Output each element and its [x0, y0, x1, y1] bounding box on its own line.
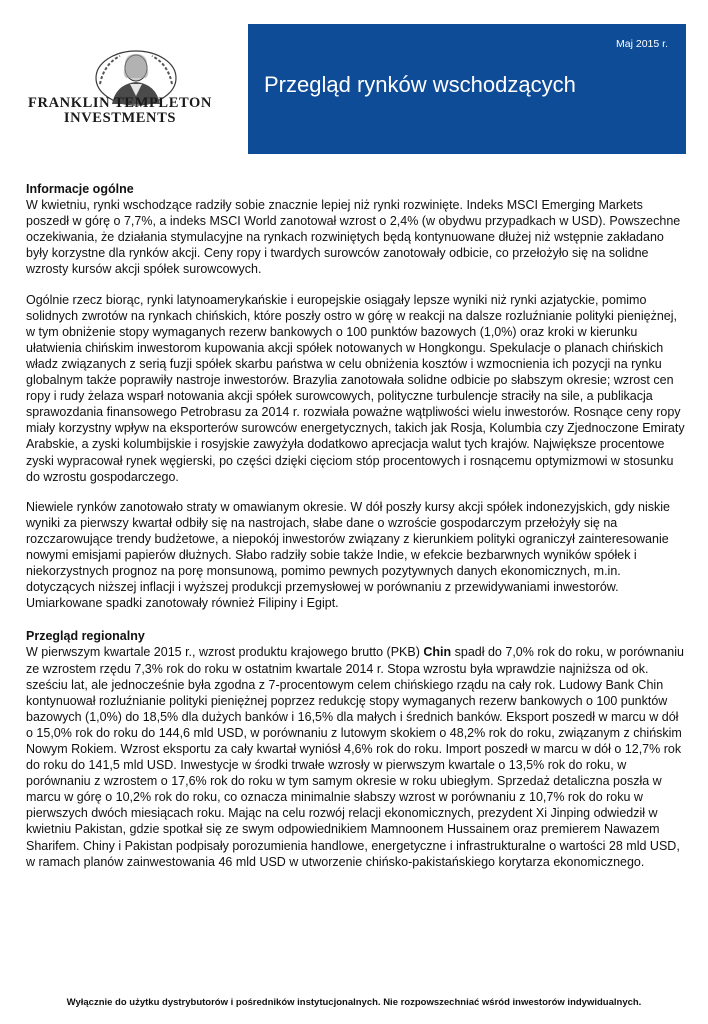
brand-name-line1: FRANKLIN TEMPLETON: [28, 95, 212, 111]
paragraph-regional-1: [26, 644, 686, 869]
report-date: Maj 2015 r.: [616, 38, 668, 50]
document-body: [26, 181, 686, 870]
footer-disclaimer: Wyłącznie do użytku dystrybutorów i pośredników instytucjonalnych. Nie rozpowszechniać wśród inwestorów indywidualnych.: [66, 997, 642, 1008]
paragraph-regional-1-start: W pierwszym kwartale 2015 r., wzrost produktu krajowego brutto (PKB): [26, 645, 424, 660]
paragraph-general-3: Niewiele rynków zanotowało straty w omawianym okresie. W dół poszły kursy akcji spółek indonezyjskich, gdy niskie wyniki za pierwszy kwartał odbiły się na nastrojach, słabe dane o wzroście gospodarczym przełożyły się na rozczarowujące trendy budżetowe, a niepokój inwestorów związany z kierunkiem polityki ograniczył zainteresowanie nowymi emisjami papierów dłużnych. Słabo radziły sobie także Indie, w efekcie bezbarwnych wyników spółek i niekorzystnych prognoz na porę monsunową, pomimo pewnych pozytywnych danych ekonomicznych, m.in. dotyczących niższej inflacji i wyższej produkcji przemysłowej w porównaniu z przewidywaniami inwestorów. Umiarkowane spadki zanotowały również Filipiny i Egipt.: [26, 499, 671, 611]
section-heading-general: Informacje ogólne: [26, 182, 134, 196]
paragraph-regional-1-rest: spadł do 7,0% rok do roku, w porównaniu ze wzrostem rzędu 7,3% rok do roku w ostatnim kwartale 2014 r. Stopa wzrostu była wprawdzie najniższa od ok. sześciu lat, ale jednocześnie była zgodna z 7-procentowym celem chińskiego rządu na cały rok. Ludowy Bank Chin kontynuował rozluźnianie polityki pieniężnej poprzez redukcję stopy wymaganych rezerw bankowych o 100 punktów bazowych (1,0%) do 18,5% dla dużych banków i 16,5% dla małych i średnich banków. Eksport poszedł w marcu w dół o 15,0% rok do roku do 144,6 mld USD, w porównaniu z lutowym skokiem o 48,2% rok do roku, związanym z chińskim Nowym Rokiem. Wzrost eksportu za cały kwartał wyniósł 4,6% rok do roku. Import poszedł w marcu w dół o 12,7% rok do roku do 141,5 mld USD. Inwestycje w środki trwałe wzrosły w pierwszym kwartale o 13,5% rok do roku, w porównaniu z wzrostem o 17,6% rok do roku w tym samym okresie w roku ubiegłym. Sprzedaż detaliczna poszła w marcu w górę o 10,2% rok do roku, co oznacza minimalnie słabszy wzrost w porównaniu z 10,7% rok do roku w pierwszych dwóch miesiącach roku. Mając na celu rozwój relacji ekonomicznych, prezydent Xi Jinping odwiedził w kwietniu Pakistan, gdzie spotkał się ze swym odpowiednikiem Mamnoonem Hussainem oraz premierem Nawazem Sharifem. Chiny i Pakistan podpisały porozumienia handlowe, energetyczne i infrastrukturalne o wartości 28 mld USD, w ramach planów zainwestowania 46 mld USD w utworzenie chińsko-pakistańskiego korytarza ekonomicznego.: [26, 645, 684, 869]
section-heading-regional: Przegląd regionalny: [26, 629, 145, 644]
title-banner: [248, 24, 686, 154]
paragraph-general-1: W kwietniu, rynki wschodzące radziły sobie znacznie lepiej niż rynki rozwinięte. Indeks MSCI Emerging Markets poszedł w górę o 7,7%, a indeks MSCI World zanotował wzrost o 2,4% (w obydwu przypadkach w USD). Powszechne oczekiwania, że działania stymulacyjne na rynkach rozwiniętych będą kontynuowane dłużej niż wstępnie zakładano były korzystne dla rynków akcji. Ceny ropy i twardych surowców zanotowały odbicie, co przełożyło się na solidne wzrosty kursów akcji spółek surowcowych.: [26, 198, 681, 277]
brand-name-line2: INVESTMENTS: [63, 110, 177, 126]
page-title: Przegląd rynków wschodzących: [264, 72, 576, 97]
country-name-china: Chin: [423, 645, 452, 660]
franklin-templeton-logo: [20, 40, 220, 140]
paragraph-general-2: Ogólnie rzecz biorąc, rynki latynoamerykańskie i europejskie osiągały lepsze wyniki niż rynki azjatyckie, pomimo solidnych zwrotów na rynkach chińskich, które poszły ostro w górę w reakcji na dalsze rozluźnianie polityki pieniężnej, w tym obniżenie stopy wymaganych rezerw bankowych o 100 punktów bazowych (1,0%) oraz kroki w kierunku ułatwienia chińskim inwestorom kupowania akcji spółek notowanych w Hongkongu. Spekulacje o planach chińskich władz związanych z serią fuzji spółek skarbu państwa w celu obniżenia kosztów i wzmocnienia ich pozycji na rynku globalnym także poprawiły nastroje inwestorów. Brazylia zanotowała solidne odbicie po słabszym okresie; wzrost cen ropy i rudy żelaza wsparł notowania akcji spółek surowcowych, polityczne turbulencje straciły na sile, a publikacja sprawozdania finansowego Petrobrasu za 2014 r. rozwiała poważne wątpliwości wielu inwestorów. Rosnące ceny ropy miały korzystny wpływ na eksporterów surowców energetycznych, takich jak Rosja, Kolumbia czy Zjednoczone Emiraty Arabskie, a zyski kolumbijskie i rosyjskie zawyżyła dodatkowo aprecjacja walut tych krajów. Największe procentowe zyski wypracował rynek węgierski, po części dzięki cięciom stóp procentowych i rosnącemu optymizmowi w stosunku do wzrostu gospodarczego.: [26, 292, 685, 484]
